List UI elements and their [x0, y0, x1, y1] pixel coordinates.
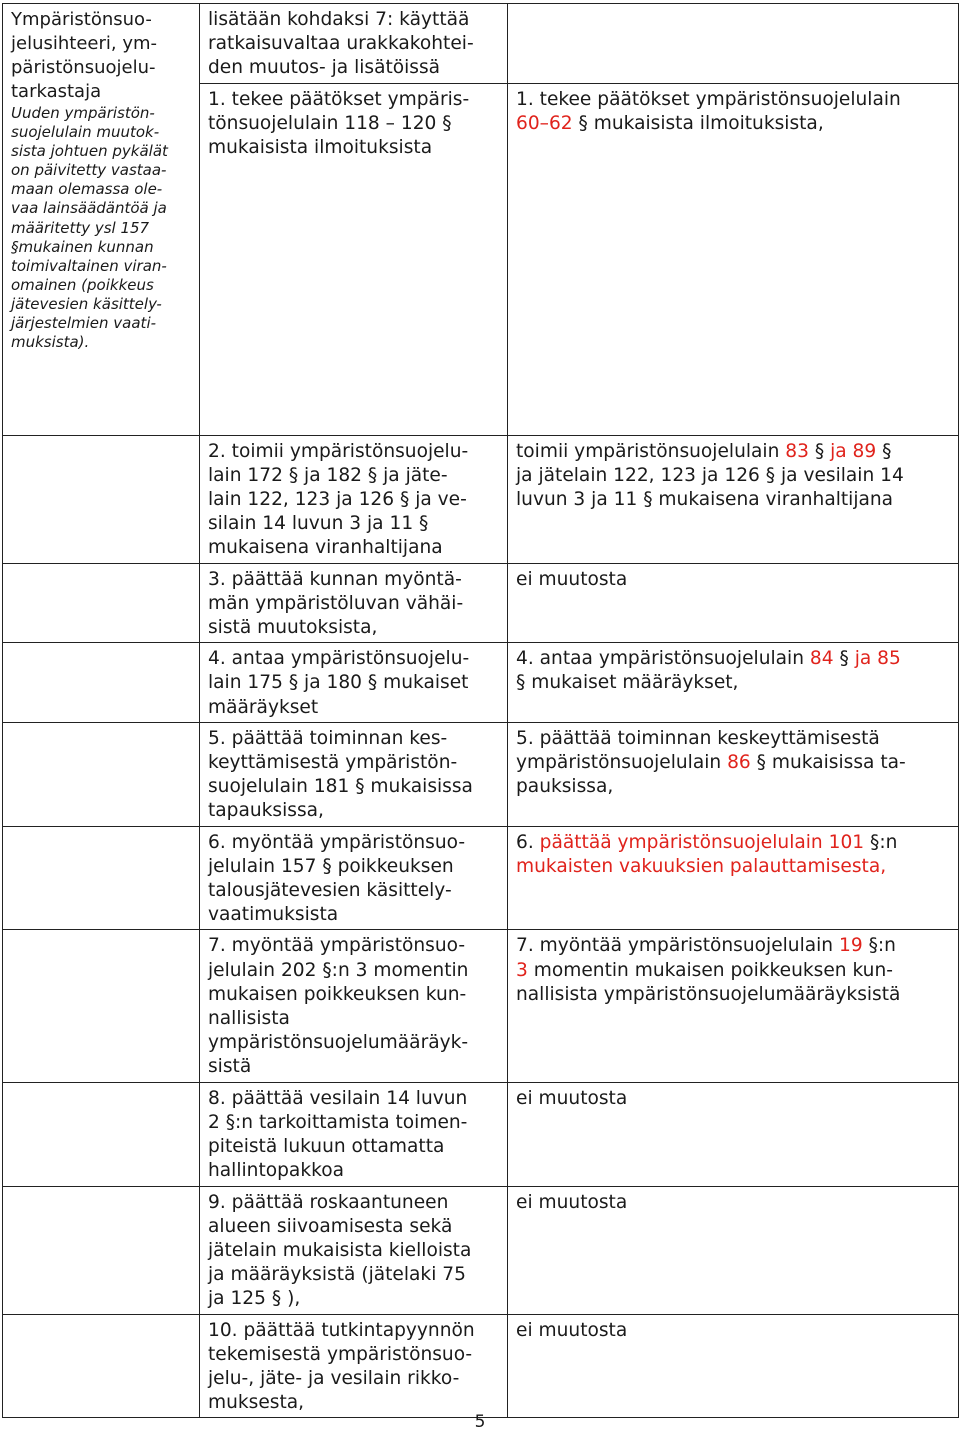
- proposed-text-cell: [508, 826, 959, 930]
- current-text-cell: [200, 930, 508, 1082]
- table-row: [3, 643, 959, 723]
- current-text-line: jelulain 202 §:n 3 momentin: [208, 959, 469, 981]
- changed-text: ja 89: [830, 440, 877, 462]
- proposed-text-line: [516, 1191, 950, 1215]
- current-text-cell: [200, 826, 508, 930]
- table-row: [3, 1314, 959, 1418]
- current-text-cell: [200, 435, 508, 563]
- proposed-text-cell: [508, 1314, 959, 1418]
- current-text-line: mukaisista ilmoituksista: [208, 137, 433, 159]
- text-segment: ei muutosta: [516, 568, 628, 590]
- current-text-line: 2 §:n tarkoittamista toimen-: [208, 1111, 468, 1133]
- text-segment: ei muutosta: [516, 1087, 628, 1109]
- text-segment: ei muutosta: [516, 1191, 628, 1213]
- text-segment: §: [876, 440, 892, 462]
- role-note-line: Uuden ympäristön-: [11, 104, 155, 122]
- changed-text: 3: [516, 959, 528, 981]
- current-text-line: 10. päättää tutkintapyynnön: [208, 1319, 475, 1341]
- current-text-line: sistä: [208, 1056, 252, 1078]
- table-row: [3, 826, 959, 930]
- current-text-line: jätelain mukaisista kielloista: [208, 1239, 472, 1261]
- role-note-line: vaa lainsäädäntöä ja: [11, 199, 167, 218]
- role-note-line: määritetty ysl 157: [11, 218, 150, 237]
- proposed-text: [508, 723, 958, 802]
- empty-cell: [3, 930, 200, 1082]
- empty-cell: [3, 1186, 200, 1314]
- role-note-line: sista johtuen pykälät: [11, 142, 168, 161]
- proposed-text-line: [516, 1319, 950, 1343]
- proposed-text-line: [516, 727, 950, 751]
- proposed-text-cell: [508, 435, 959, 563]
- changed-text: mukaisten vakuuksien palauttamisesta,: [516, 855, 887, 877]
- proposed-text: [508, 1315, 958, 1345]
- current-text-line: 6. myöntää ympäristönsuo-: [208, 831, 466, 853]
- current-text-line: 1. tekee päätökset ympäris-: [208, 88, 470, 110]
- proposed-text-line: [516, 568, 950, 592]
- current-text-line: 9. päättää roskaantuneen: [208, 1191, 449, 1213]
- role-note-line: §mukainen kunnan: [11, 237, 154, 256]
- text-segment: toimii ympäristönsuojelulain: [516, 440, 786, 462]
- current-text-line: nallisista: [208, 1008, 290, 1030]
- text-segment: nallisista ympäristönsuojelumääräyksistä: [516, 983, 901, 1005]
- proposed-text-cell: [508, 1186, 959, 1314]
- current-text-cell: [200, 1314, 508, 1418]
- proposed-text-cell: [508, 722, 959, 826]
- text-segment: § mukaisissa ta-: [750, 752, 906, 774]
- current-text-line: piteistä lukuun ottamatta: [208, 1136, 445, 1158]
- current-text-line: ja määräyksistä (jätelaki 75: [208, 1264, 466, 1286]
- proposed-text: [508, 564, 958, 594]
- current-text-line: 2. toimii ympäristönsuojelu-: [208, 440, 469, 462]
- current-text-line: jelulain 157 § poikkeuksen: [208, 855, 454, 877]
- empty-cell: [3, 1082, 200, 1186]
- proposed-text-cell: [508, 930, 959, 1082]
- current-text: [200, 1083, 507, 1186]
- table-row: [3, 563, 959, 643]
- proposed-text-cell: [508, 1082, 959, 1186]
- changed-text: 83: [785, 440, 809, 462]
- text-segment: § mukaiset määräykset,: [516, 672, 739, 694]
- empty-cell: [508, 4, 959, 84]
- role-note-line: jätevesien käsittely-: [11, 294, 162, 313]
- changed-text: päättää ympäristönsuojelulain 101: [539, 831, 865, 853]
- proposed-text-line: [516, 440, 950, 464]
- changed-text: ja 85: [854, 648, 901, 670]
- role-note-line: on päivitetty vastaa-: [11, 161, 167, 180]
- current-text-line: alueen siivoamisesta sekä: [208, 1215, 453, 1237]
- current-text: [200, 827, 507, 930]
- current-text-line: 7. myöntää ympäristönsuo-: [208, 935, 466, 957]
- text-segment: 7. myöntää ympäristönsuojelulain: [516, 935, 840, 957]
- text-segment: pauksissa,: [516, 776, 614, 798]
- table-row: [3, 1082, 959, 1186]
- proposed-text-line: [516, 775, 950, 799]
- empty-cell: [3, 722, 200, 826]
- current-text: [200, 1315, 507, 1418]
- current-text: [200, 436, 507, 563]
- text-segment: §:n: [862, 935, 896, 957]
- current-text-cell: [200, 563, 508, 643]
- proposed-text: [508, 643, 958, 697]
- role-cell: [3, 4, 200, 436]
- proposed-text: [508, 930, 958, 1009]
- current-text-line: sistä muutoksista,: [208, 617, 378, 639]
- current-text-cell: [200, 1186, 508, 1314]
- proposed-text-line: [516, 855, 950, 879]
- role-note-line: maan olemassa ole-: [11, 180, 163, 199]
- current-text-line: vaatimuksista: [208, 904, 339, 926]
- table-row: [3, 722, 959, 826]
- proposed-text-line: [516, 671, 950, 695]
- current-text-line: mukaisena viranhaltijana: [208, 537, 443, 559]
- text-segment: § mukaisista ilmoituksista,: [572, 112, 824, 134]
- current-text: [200, 1187, 507, 1314]
- intro-line: den muutos- ja lisätöissä: [208, 57, 441, 79]
- proposed-text-line: [516, 88, 950, 112]
- current-text-line: 4. antaa ympäristönsuojelu-: [208, 648, 470, 670]
- current-text-line: lain 172 § ja 182 § ja jäte-: [208, 464, 448, 486]
- text-segment: 4. antaa ympäristönsuojelulain: [516, 648, 810, 670]
- current-text-line: suojelulain 181 § mukaisissa: [208, 776, 473, 798]
- role-title-line: tarkastaja: [11, 81, 102, 102]
- text-segment: ympäristönsuojelulain: [516, 752, 728, 774]
- proposed-text-line: [516, 112, 950, 136]
- intro-text: [200, 4, 507, 83]
- proposed-text-line: [516, 934, 950, 958]
- current-text-line: tapauksissa,: [208, 800, 324, 822]
- empty-cell: [3, 435, 200, 563]
- current-text: [200, 930, 507, 1081]
- current-text-line: jelu-, jäte- ja vesilain rikko-: [208, 1367, 460, 1389]
- proposed-text-cell: [508, 643, 959, 723]
- text-segment: ja jätelain 122, 123 ja 126 § ja vesilain 14: [516, 464, 904, 486]
- text-segment: §: [833, 648, 855, 670]
- proposed-text: [508, 827, 958, 881]
- current-text: [200, 84, 507, 163]
- current-text-line: talousjätevesien käsittely-: [208, 880, 452, 902]
- current-text-line: muksesta,: [208, 1392, 305, 1414]
- table-row: [3, 930, 959, 1082]
- current-text: [200, 564, 507, 643]
- current-text-line: lain 122, 123 ja 126 § ja ve-: [208, 489, 467, 511]
- empty-cell: [3, 563, 200, 643]
- changed-text: 86: [727, 752, 751, 774]
- text-segment: §:n: [864, 831, 898, 853]
- current-text: [200, 643, 507, 722]
- intro-line: lisätään kohdaksi 7: käyttää: [208, 9, 470, 30]
- current-text-line: tekemisestä ympäristönsuo-: [208, 1343, 473, 1365]
- role-title-line: päristönsuojelu-: [11, 57, 156, 78]
- proposed-text-line: [516, 831, 950, 855]
- current-text-cell: [200, 1082, 508, 1186]
- role-note-line: muksista).: [11, 333, 90, 352]
- role-note-line: järjestelmien vaati-: [11, 314, 157, 333]
- empty-cell: [3, 826, 200, 930]
- text-segment: momentin mukaisen poikkeuksen kun-: [527, 959, 893, 981]
- current-text-line: ja 125 § ),: [208, 1288, 301, 1310]
- proposed-text-line: [516, 959, 950, 983]
- empty-cell: [3, 1314, 200, 1418]
- proposed-text-cell: [508, 563, 959, 643]
- table-row: [3, 435, 959, 563]
- role-note-line: suojelulain muutok-: [11, 123, 160, 142]
- role-title-line: jelusihteeri, ym-: [11, 33, 158, 54]
- role-description: [3, 4, 199, 354]
- proposed-text: [508, 1187, 958, 1217]
- current-text-cell: [200, 83, 508, 435]
- text-segment: 1. tekee päätökset ympäristönsuojelulain: [516, 88, 901, 110]
- current-text-line: 5. päättää toiminnan kes-: [208, 727, 448, 749]
- text-segment: §: [808, 440, 831, 462]
- empty-cell: [3, 643, 200, 723]
- current-text-line: 8. päättää vesilain 14 luvun: [208, 1087, 468, 1109]
- text-segment: ei muutosta: [516, 1319, 628, 1341]
- amendment-table: [2, 3, 959, 1418]
- current-text-line: ympäristönsuojelumääräyk-: [208, 1032, 469, 1054]
- changed-text: 19: [839, 935, 863, 957]
- proposed-text-line: [516, 647, 950, 671]
- text-segment: luvun 3 ja 11 § mukaisena viranhaltijana: [516, 489, 894, 511]
- proposed-text-line: [516, 464, 950, 488]
- role-title-line: Ympäristönsuo-: [11, 9, 152, 30]
- proposed-text-cell: [508, 83, 959, 435]
- changed-text: 84: [809, 648, 834, 670]
- role-title: [11, 8, 195, 104]
- proposed-text: [508, 1083, 958, 1113]
- proposed-text: [508, 84, 958, 138]
- proposed-text-line: [516, 488, 950, 512]
- intro-cell: [200, 4, 508, 84]
- current-text-cell: [200, 643, 508, 723]
- current-text-line: keyttämisestä ympäristön-: [208, 752, 458, 774]
- proposed-text: [508, 436, 958, 515]
- current-text-line: hallintopakkoa: [208, 1160, 344, 1182]
- current-text: [200, 723, 507, 826]
- role-note: [11, 104, 195, 352]
- proposed-text-line: [516, 983, 950, 1007]
- current-text-line: tönsuojelulain 118 – 120 §: [208, 112, 452, 134]
- current-text-cell: [200, 722, 508, 826]
- proposed-text-line: [516, 751, 950, 775]
- table-row: [3, 1186, 959, 1314]
- current-text-line: määräykset: [208, 696, 319, 718]
- text-segment: 5. päättää toiminnan keskeyttämisestä: [516, 727, 880, 749]
- intro-line: ratkaisuvaltaa urakkakohtei-: [208, 33, 474, 55]
- page-number: 5: [474, 1412, 486, 1432]
- current-text-line: män ympäristöluvan vähäi-: [208, 592, 464, 614]
- current-text-line: 3. päättää kunnan myöntä-: [208, 568, 462, 590]
- current-text-line: mukaisen poikkeuksen kun-: [208, 983, 467, 1005]
- role-note-line: omainen (poikkeus: [11, 275, 154, 294]
- proposed-text-line: [516, 1087, 950, 1111]
- current-text-line: lain 175 § ja 180 § mukaiset: [208, 672, 469, 694]
- changed-text: 60–62: [516, 112, 573, 134]
- text-segment: 6.: [516, 831, 540, 853]
- current-text-line: silain 14 luvun 3 ja 11 §: [208, 513, 429, 535]
- role-note-line: toimivaltainen viran-: [11, 256, 167, 275]
